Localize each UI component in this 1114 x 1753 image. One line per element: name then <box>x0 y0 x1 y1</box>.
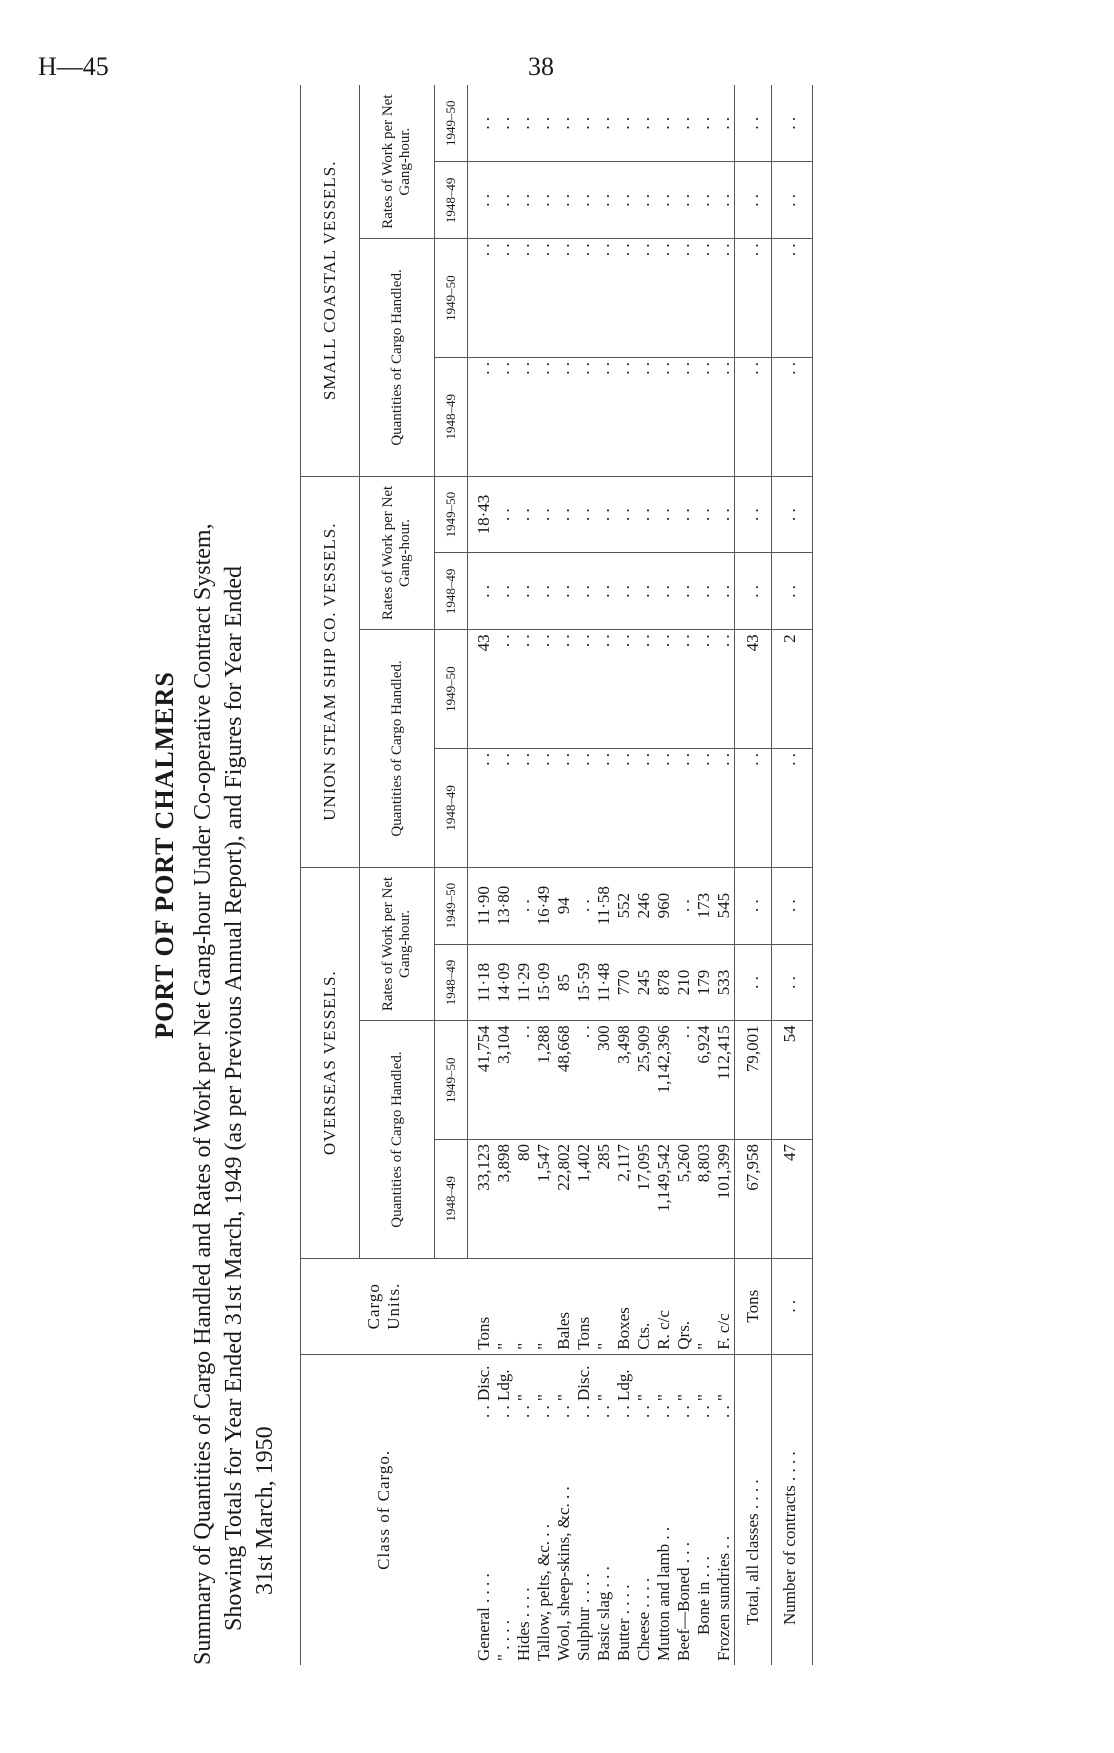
header-rates: Rates of Work per Net Gang-hour. <box>360 476 435 630</box>
value-cell: . . <box>735 476 772 553</box>
header-year: 1949–50 <box>435 85 468 162</box>
cargo-class-cell: Wool, sheep-skins, &c. . . <box>554 1486 573 1661</box>
cargo-class-cell: Sulphur . . . . <box>574 1573 593 1661</box>
value-cell: . . <box>772 553 813 630</box>
value-cell: . . <box>554 553 574 630</box>
value-cell: . . <box>554 476 574 553</box>
value-cell: . . <box>694 85 714 162</box>
table-row <box>594 85 614 1665</box>
value-cell: 210 <box>674 944 694 1021</box>
cargo-unit-cell: . . <box>772 1258 813 1354</box>
header-year: 1949–50 <box>435 1021 468 1140</box>
cargo-unit-cell: Tons <box>735 1258 772 1354</box>
operation-cell: . . Disc. <box>574 1365 593 1419</box>
table-row <box>694 85 714 1665</box>
value-cell: 11·58 <box>594 867 614 944</box>
value-cell: 173 <box>694 867 714 944</box>
value-cell: . . <box>614 748 634 867</box>
value-cell: 94 <box>554 867 574 944</box>
value-cell: 3,498 <box>614 1021 634 1140</box>
value-cell: 11·18 <box>468 944 495 1021</box>
header-overseas-vessels: OVERSEAS VESSELS. <box>301 867 360 1258</box>
header-small-coastal-vessels: SMALL COASTAL VESSELS. <box>301 85 360 476</box>
value-cell: 2,117 <box>614 1140 634 1259</box>
value-cell: . . <box>674 748 694 867</box>
value-cell: . . <box>594 553 614 630</box>
cargo-class-cell: Tallow, pelts, &c. . . <box>534 1524 553 1661</box>
value-cell: . . <box>694 553 714 630</box>
value-cell: 15·59 <box>574 944 594 1021</box>
value-cell: . . <box>714 553 735 630</box>
value-cell: . . <box>654 630 674 749</box>
value-cell: 8,803 <box>694 1140 714 1259</box>
value-cell: . . <box>534 357 554 476</box>
operation-cell: . . " <box>714 1394 733 1419</box>
value-cell: . . <box>654 239 674 358</box>
value-cell: 22,802 <box>554 1140 574 1259</box>
value-cell: . . <box>634 162 654 239</box>
header-year: 1949–50 <box>435 630 468 749</box>
cargo-class-cell: Cheese . . . . <box>634 1577 653 1661</box>
header-year: 1948–49 <box>435 748 468 867</box>
value-cell: 3,104 <box>494 1021 514 1140</box>
header-year: 1948–49 <box>435 162 468 239</box>
summary-line: Showing Totals for Year Ended 31st March, 1949 (as per Previous Annual Report), and Figures for Year Ended <box>221 565 247 1631</box>
cargo-unit-cell: Qrs. <box>674 1258 694 1354</box>
value-cell: 43 <box>468 630 495 749</box>
value-cell: . . <box>674 162 694 239</box>
value-cell: . . <box>654 357 674 476</box>
cargo-unit-cell: R. c/c <box>654 1258 674 1354</box>
value-cell: . . <box>714 476 735 553</box>
value-cell: . . <box>614 630 634 749</box>
cargo-unit-cell: " <box>594 1258 614 1354</box>
value-cell: . . <box>494 162 514 239</box>
header-quantities: Quantities of Cargo Handled. <box>360 630 435 867</box>
value-cell: . . <box>514 748 534 867</box>
value-cell: . . <box>694 357 714 476</box>
value-cell: . . <box>674 553 694 630</box>
header-rates: Rates of Work per Net Gang-hour. <box>360 85 435 239</box>
value-cell: . . <box>694 239 714 358</box>
value-cell: 112,415 <box>714 1021 735 1140</box>
value-cell: . . <box>574 1021 594 1140</box>
value-cell: . . <box>634 748 654 867</box>
cargo-unit-cell: Boxes <box>614 1258 634 1354</box>
value-cell: . . <box>694 476 714 553</box>
value-cell: . . <box>714 630 735 749</box>
value-cell: . . <box>534 553 554 630</box>
value-cell: . . <box>514 162 534 239</box>
value-cell: . . <box>514 85 534 162</box>
value-cell: 79,001 <box>735 1021 772 1140</box>
value-cell: . . <box>735 162 772 239</box>
value-cell: . . <box>735 85 772 162</box>
value-cell: . . <box>674 867 694 944</box>
operation-cell: . . Ldg. <box>494 1369 513 1419</box>
value-cell: . . <box>514 1021 534 1140</box>
value-cell: . . <box>494 748 514 867</box>
value-cell: 960 <box>654 867 674 944</box>
header-quantities: Quantities of Cargo Handled. <box>360 239 435 476</box>
value-cell: . . <box>594 239 614 358</box>
value-cell: 33,123 <box>468 1140 495 1259</box>
value-cell: 770 <box>614 944 634 1021</box>
summary-line: Summary of Quantities of Cargo Handled and Rates of Work per Net Gang-hour Under Co-operative Contract System, <box>190 523 216 1665</box>
value-cell: 80 <box>514 1140 534 1259</box>
header-quantities: Quantities of Cargo Handled. <box>360 1021 435 1258</box>
cargo-class-cell: Frozen sundries . . <box>714 1535 733 1661</box>
value-cell: 1,402 <box>574 1140 594 1259</box>
table-row <box>654 85 674 1665</box>
header-year: 1949–50 <box>435 239 468 358</box>
value-cell: . . <box>654 85 674 162</box>
cargo-class-cell: Number of contracts . . . . <box>772 1354 813 1665</box>
value-cell: . . <box>714 357 735 476</box>
value-cell: . . <box>772 357 813 476</box>
value-cell: 285 <box>594 1140 614 1259</box>
value-cell: . . <box>735 553 772 630</box>
value-cell: . . <box>534 162 554 239</box>
value-cell: . . <box>714 748 735 867</box>
cargo-class-cell: Beef—Boned . . . <box>674 1542 693 1661</box>
header-rates: Rates of Work per Net Gang-hour. <box>360 867 435 1021</box>
value-cell: . . <box>614 476 634 553</box>
value-cell: 54 <box>772 1021 813 1140</box>
value-cell: . . <box>614 162 634 239</box>
value-cell: . . <box>654 748 674 867</box>
value-cell: . . <box>654 553 674 630</box>
value-cell: . . <box>468 357 495 476</box>
value-cell: . . <box>594 357 614 476</box>
operation-cell: . . " <box>534 1394 553 1419</box>
cargo-unit-cell: Cts. <box>634 1258 654 1354</box>
table-row <box>514 85 534 1665</box>
header-year: 1948–49 <box>435 357 468 476</box>
value-cell: . . <box>574 867 594 944</box>
value-cell: . . <box>468 553 495 630</box>
operation-cell: . . " <box>674 1394 693 1419</box>
value-cell: . . <box>634 357 654 476</box>
cargo-unit-cell: Bales <box>554 1258 574 1354</box>
value-cell: . . <box>494 85 514 162</box>
table-body <box>468 85 813 1665</box>
value-cell: 179 <box>694 944 714 1021</box>
summary-line: 31st March, 1950 <box>252 1426 278 1595</box>
table-row <box>614 85 634 1665</box>
value-cell: 545 <box>714 867 735 944</box>
value-cell: . . <box>674 630 694 749</box>
cargo-unit-cell: F. c/c <box>714 1258 735 1354</box>
value-cell: 15·09 <box>534 944 554 1021</box>
value-cell: . . <box>772 476 813 553</box>
cargo-class-cell: Mutton and lamb . . <box>654 1526 673 1661</box>
value-cell: 878 <box>654 944 674 1021</box>
page-number: 38 <box>528 52 554 81</box>
value-cell: . . <box>574 239 594 358</box>
value-cell: . . <box>494 239 514 358</box>
value-cell: . . <box>634 553 654 630</box>
value-cell: . . <box>772 944 813 1021</box>
cargo-unit-cell: " <box>514 1258 534 1354</box>
value-cell: 41,754 <box>468 1021 495 1140</box>
value-cell: . . <box>772 239 813 358</box>
table-row <box>634 85 654 1665</box>
cargo-unit-cell: " <box>694 1258 714 1354</box>
cargo-class-cell: General . . . . <box>473 1573 493 1661</box>
value-cell: . . <box>674 357 694 476</box>
value-cell: . . <box>514 553 534 630</box>
value-cell: . . <box>534 476 554 553</box>
cargo-class-cell: Butter . . . . <box>614 1584 633 1661</box>
value-cell: . . <box>694 748 714 867</box>
cargo-unit-cell: " <box>534 1258 554 1354</box>
operation-cell: . . " <box>554 1394 573 1419</box>
value-cell: . . <box>694 162 714 239</box>
rotated-page-content <box>150 45 1114 1665</box>
value-cell: . . <box>468 239 495 358</box>
value-cell: 1,547 <box>534 1140 554 1259</box>
value-cell: 18·43 <box>468 476 495 553</box>
value-cell: 533 <box>714 944 735 1021</box>
value-cell: . . <box>554 85 574 162</box>
value-cell: . . <box>772 162 813 239</box>
operation-cell: . . Ldg. <box>614 1369 633 1419</box>
header-year: 1948–49 <box>435 944 468 1021</box>
value-cell: . . <box>574 85 594 162</box>
value-cell: 11·29 <box>514 944 534 1021</box>
value-cell: . . <box>514 357 534 476</box>
value-cell: . . <box>554 162 574 239</box>
value-cell: . . <box>674 1021 694 1140</box>
page-title: PORT OF PORT CHALMERS <box>150 671 179 1039</box>
value-cell: 85 <box>554 944 574 1021</box>
value-cell: . . <box>694 630 714 749</box>
value-cell: . . <box>534 748 554 867</box>
value-cell: 17,095 <box>634 1140 654 1259</box>
value-cell: . . <box>674 239 694 358</box>
value-cell: 1,288 <box>534 1021 554 1140</box>
value-cell: . . <box>614 85 634 162</box>
value-cell: . . <box>772 748 813 867</box>
value-cell: . . <box>594 630 614 749</box>
operation-cell: . . " <box>514 1394 533 1419</box>
operation-cell: . . Disc. <box>473 1365 493 1419</box>
operation-cell: . . " <box>654 1394 673 1419</box>
value-cell: . . <box>654 162 674 239</box>
value-cell: . . <box>534 239 554 358</box>
value-cell: . . <box>674 476 694 553</box>
cargo-class-cell: Hides . . . . <box>514 1587 533 1661</box>
value-cell: . . <box>554 357 574 476</box>
value-cell: 2 <box>772 630 813 749</box>
header-year: 1949–50 <box>435 476 468 553</box>
value-cell: . . <box>594 162 614 239</box>
cargo-class-cell: Basic slag . . . <box>594 1566 613 1661</box>
value-cell: . . <box>468 85 495 162</box>
cargo-unit-cell: " <box>494 1258 514 1354</box>
operation-cell: . . " <box>594 1394 613 1419</box>
value-cell: . . <box>735 944 772 1021</box>
value-cell: . . <box>574 162 594 239</box>
value-cell: 14·09 <box>494 944 514 1021</box>
operation-cell: . . " <box>634 1394 653 1419</box>
table-row <box>534 85 554 1665</box>
contracts-row <box>772 85 813 1665</box>
table-row <box>554 85 574 1665</box>
cargo-unit-cell: Tons <box>574 1258 594 1354</box>
cargo-class-cell: Bone in . . . <box>694 1556 713 1635</box>
value-cell: . . <box>594 748 614 867</box>
header-year: 1949–50 <box>435 867 468 944</box>
cargo-class-cell: Total, all classes . . . . <box>735 1354 772 1665</box>
value-cell: 13·80 <box>494 867 514 944</box>
value-cell: . . <box>735 748 772 867</box>
value-cell: . . <box>514 476 534 553</box>
value-cell: 101,399 <box>714 1140 735 1259</box>
value-cell: . . <box>614 553 634 630</box>
value-cell: . . <box>594 85 614 162</box>
value-cell: 245 <box>634 944 654 1021</box>
value-cell: . . <box>514 867 534 944</box>
page-reference: H—45 <box>38 52 109 81</box>
value-cell: . . <box>514 630 534 749</box>
value-cell: 6,924 <box>694 1021 714 1140</box>
value-cell: 48,668 <box>554 1021 574 1140</box>
value-cell: 11·90 <box>468 867 495 944</box>
table-row <box>674 85 694 1665</box>
value-cell: . . <box>514 239 534 358</box>
value-cell: 16·49 <box>534 867 554 944</box>
total-row <box>735 85 772 1665</box>
value-cell: 3,898 <box>494 1140 514 1259</box>
value-cell: . . <box>468 748 495 867</box>
cargo-class-cell: " . . . . <box>494 1620 513 1661</box>
header-union-steam-ship-vessels: UNION STEAM SHIP CO. VESSELS. <box>301 476 360 867</box>
value-cell: . . <box>714 162 735 239</box>
value-cell: . . <box>614 357 634 476</box>
header-cargo-units: Cargo Units. <box>301 1258 468 1354</box>
cargo-unit-cell: Tons <box>468 1258 495 1354</box>
value-cell: . . <box>674 85 694 162</box>
table-row <box>468 85 495 1665</box>
value-cell: . . <box>574 630 594 749</box>
value-cell: . . <box>634 239 654 358</box>
value-cell: . . <box>494 357 514 476</box>
operation-cell: . . " <box>694 1394 713 1419</box>
value-cell: . . <box>735 357 772 476</box>
value-cell: 1,142,396 <box>654 1021 674 1140</box>
value-cell: 552 <box>614 867 634 944</box>
value-cell: 25,909 <box>634 1021 654 1140</box>
table-row <box>714 85 735 1665</box>
value-cell: . . <box>614 239 634 358</box>
value-cell: 11·48 <box>594 944 614 1021</box>
value-cell: . . <box>574 748 594 867</box>
value-cell: 300 <box>594 1021 614 1140</box>
table-row <box>494 85 514 1665</box>
summary-heading <box>188 45 281 1665</box>
value-cell: . . <box>714 239 735 358</box>
value-cell: 67,958 <box>735 1140 772 1259</box>
value-cell: . . <box>534 630 554 749</box>
value-cell: . . <box>554 748 574 867</box>
value-cell: . . <box>574 476 594 553</box>
value-cell: . . <box>634 476 654 553</box>
value-cell: 5,260 <box>674 1140 694 1259</box>
value-cell: . . <box>574 357 594 476</box>
value-cell: . . <box>574 553 594 630</box>
header-year: 1948–49 <box>435 1140 468 1259</box>
value-cell: . . <box>554 630 574 749</box>
cargo-table <box>300 85 813 1665</box>
value-cell: . . <box>735 239 772 358</box>
value-cell: . . <box>772 85 813 162</box>
value-cell: . . <box>468 162 495 239</box>
value-cell: . . <box>772 867 813 944</box>
value-cell: . . <box>735 867 772 944</box>
header-class-of-cargo: Class of Cargo. <box>301 1354 468 1665</box>
value-cell: 1,149,542 <box>654 1140 674 1259</box>
value-cell: . . <box>634 630 654 749</box>
value-cell: 246 <box>634 867 654 944</box>
value-cell: . . <box>534 85 554 162</box>
value-cell: 43 <box>735 630 772 749</box>
value-cell: . . <box>554 239 574 358</box>
header-year: 1948–49 <box>435 553 468 630</box>
value-cell: . . <box>634 85 654 162</box>
value-cell: . . <box>714 85 735 162</box>
value-cell: 47 <box>772 1140 813 1259</box>
value-cell: . . <box>654 476 674 553</box>
value-cell: . . <box>494 476 514 553</box>
value-cell: . . <box>494 630 514 749</box>
value-cell: . . <box>594 476 614 553</box>
table-row <box>574 85 594 1665</box>
value-cell: . . <box>494 553 514 630</box>
